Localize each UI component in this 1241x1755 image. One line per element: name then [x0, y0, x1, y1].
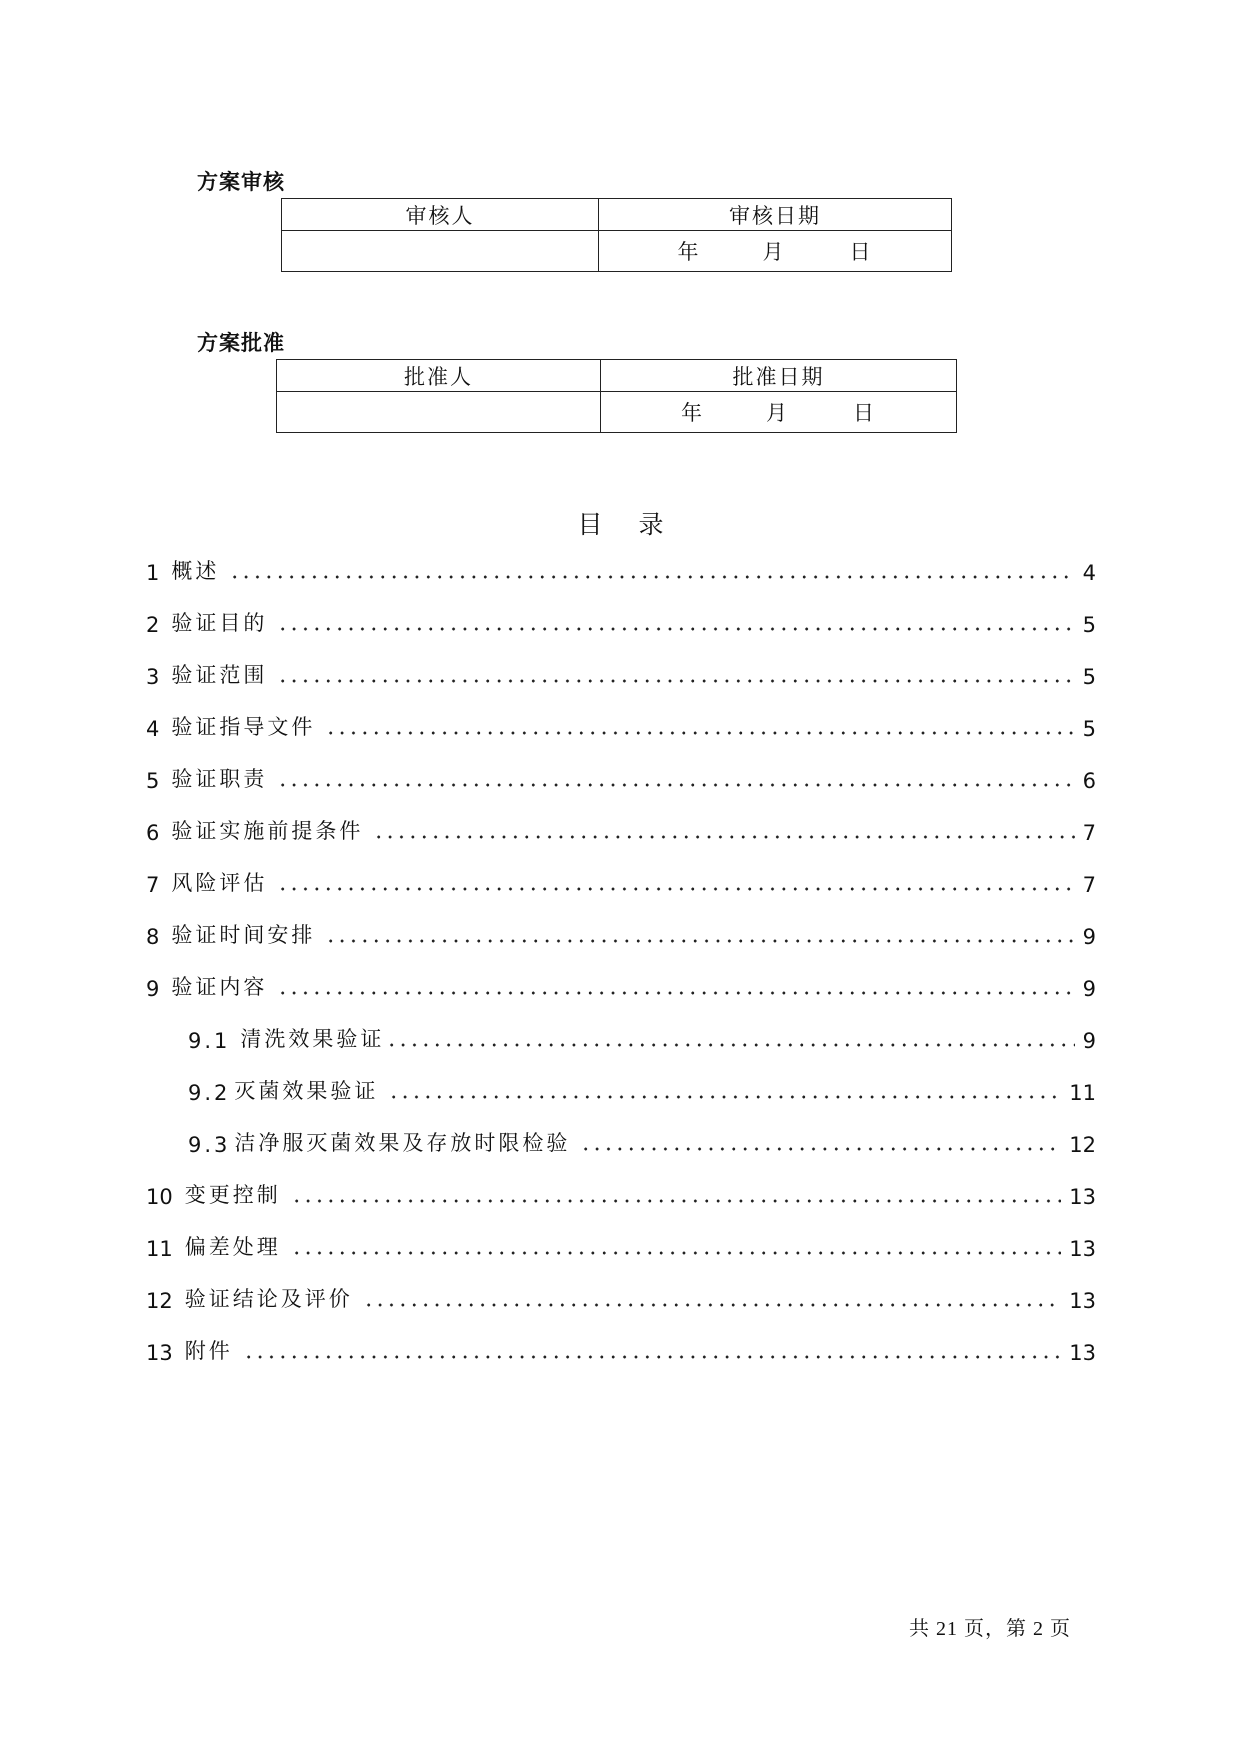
toc-leader — [363, 1303, 1062, 1307]
page-footer: 共 21 页，第 2 页 — [909, 1618, 1071, 1640]
toc-item-8[interactable]: 8 验证时间安排 9 — [146, 923, 1096, 949]
toc-item-13[interactable]: 13 附件 13 — [146, 1339, 1096, 1365]
toc-leader — [373, 835, 1074, 839]
toc-item-9-3[interactable]: 9.3 洁净服灭菌效果及存放时限检验 12 — [188, 1131, 1096, 1157]
toc-leader — [277, 887, 1074, 891]
toc-item-9[interactable]: 9 验证内容 9 — [146, 975, 1096, 1001]
toc-item-4[interactable]: 4 验证指导文件 5 — [146, 715, 1096, 741]
approval-person-cell[interactable] — [277, 392, 601, 433]
toc-item-2[interactable]: 2 验证目的 5 — [146, 611, 1096, 637]
toc-item-3[interactable]: 3 验证范围 5 — [146, 663, 1096, 689]
toc-item-6[interactable]: 6 验证实施前提条件 7 — [146, 819, 1096, 845]
toc-leader — [243, 1355, 1062, 1359]
approval-date-month: 月 — [766, 401, 789, 425]
toc-leader — [277, 991, 1074, 995]
toc-leader — [580, 1147, 1061, 1151]
review-person-header: 审核人 — [282, 199, 599, 231]
toc-leader — [291, 1251, 1062, 1255]
toc-leader — [277, 627, 1074, 631]
toc-item-12[interactable]: 12 验证结论及评价 13 — [146, 1287, 1096, 1313]
approval-date-day: 日 — [853, 401, 876, 425]
toc-item-9-1[interactable]: 9.1 清洗效果验证 9 — [188, 1027, 1096, 1053]
toc-leader — [229, 575, 1074, 579]
review-date-month: 月 — [762, 240, 786, 264]
toc-item-5[interactable]: 5 验证职责 6 — [146, 767, 1096, 793]
toc-leader — [291, 1199, 1062, 1203]
toc-item-10[interactable]: 10 变更控制 13 — [146, 1183, 1096, 1209]
toc-item-11[interactable]: 11 偏差处理 13 — [146, 1235, 1096, 1261]
review-heading: 方案审核 — [197, 170, 285, 194]
toc-leader — [388, 1095, 1061, 1099]
approval-person-header: 批准人 — [277, 360, 601, 392]
approval-date-year: 年 — [681, 401, 704, 425]
toc-leader — [277, 783, 1074, 787]
approval-table — [276, 359, 957, 433]
review-date-cell[interactable] — [599, 231, 952, 272]
review-person-cell[interactable] — [282, 231, 599, 272]
review-table — [281, 198, 952, 272]
approval-date-cell[interactable] — [601, 392, 957, 433]
review-date-day: 日 — [849, 240, 873, 264]
toc-item-9-2[interactable]: 9.2 灭菌效果验证 11 — [188, 1079, 1096, 1105]
toc-item-7[interactable]: 7 风险评估 7 — [146, 871, 1096, 897]
toc-leader — [277, 679, 1074, 683]
toc-leader — [325, 939, 1074, 943]
approval-date-header: 批准日期 — [601, 360, 957, 392]
toc-title: 目 录 — [577, 510, 664, 539]
toc-item-1[interactable]: 1 概述 4 — [146, 559, 1096, 585]
review-date-header: 审核日期 — [599, 199, 952, 231]
approval-heading: 方案批准 — [197, 331, 285, 355]
review-date-year: 年 — [677, 240, 701, 264]
toc-leader — [325, 731, 1074, 735]
toc-leader — [386, 1043, 1074, 1047]
